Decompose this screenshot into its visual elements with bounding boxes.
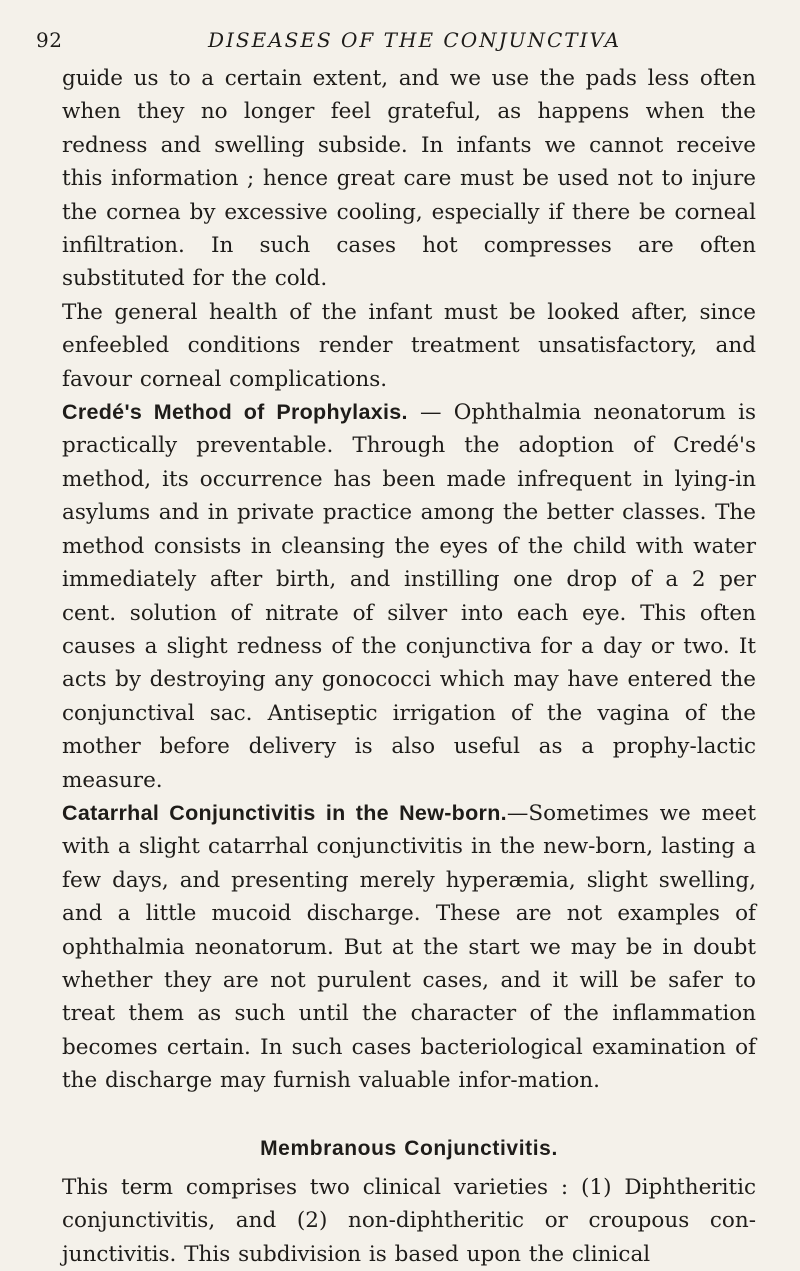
paragraph-text: The general health of the infant must be looked after, since enfeebled conditions render treatment unsatisfactory, and favour corneal complications. — [62, 299, 756, 392]
page-header — [36, 22, 736, 58]
paragraph-membranous — [62, 1171, 756, 1271]
paragraph-text: — Ophthalmia neonatorum is practically preventable. Through the adoption of Credé's method, its occurrence has been made infrequent in lying-in asylums and in private practice among the better classes. The method consists in cleansing the eyes of the child with water immediately after birth, and instilling one drop of a 2 per cent. solution of nitrate of silver into each eye. This often causes a slight redness of the conjunctiva for a day or two. It acts by destroying any gonococci which may have entered the conjunctival sac. Antiseptic irrigation of the vagina of the mother before delivery is also useful as a prophy-lactic measure. — [62, 400, 756, 793]
section-heading: Membranous Conjunctivitis. — [260, 1136, 558, 1160]
page-number: 92 — [36, 28, 63, 52]
paragraph-text: —Sometimes we meet with a slight catarrhal conjunctivitis in the new-born, lasting a few days, and presenting merely hyperæmia, slight swelling, and a little mucoid discharge. These are not examples of ophthalmia neonatorum. But at the start we may be in doubt whether they are not purulent cases, and it will be safer to treat them as such until the character of the inflammation becomes certain. In such cases bacteriological examination of the discharge may furnish valuable infor-mation. — [62, 800, 756, 1094]
paragraph-continuation — [62, 62, 756, 296]
body-text — [62, 62, 756, 1271]
running-title: DISEASES OF THE CONJUNCTIVA — [208, 28, 622, 52]
paragraph-credes-method — [62, 396, 756, 797]
paragraph-catarrhal — [62, 797, 756, 1098]
paragraph-text: guide us to a certain extent, and we use the pads less often when they no longer feel grateful, as happens when the redness and swelling subside. In infants we cannot receive this information ; hence great care must be used not to injure the cornea by excessive cooling, especially if there be corneal infiltration. In such cases hot compresses are often substituted for the cold. — [62, 66, 756, 292]
runin-heading: Catarrhal Conjunctivitis in the New-born. — [62, 800, 507, 825]
runin-heading: Credé's Method of Prophylaxis. — [62, 400, 408, 425]
paragraph-general-health — [62, 296, 756, 396]
paragraph-text: This term comprises two clinical varieties : (1) Diphtheritic conjunctivitis, and (2) non-diphtheritic or croupous con-junctivitis. This subdivision is based upon the clinical — [62, 1175, 756, 1267]
